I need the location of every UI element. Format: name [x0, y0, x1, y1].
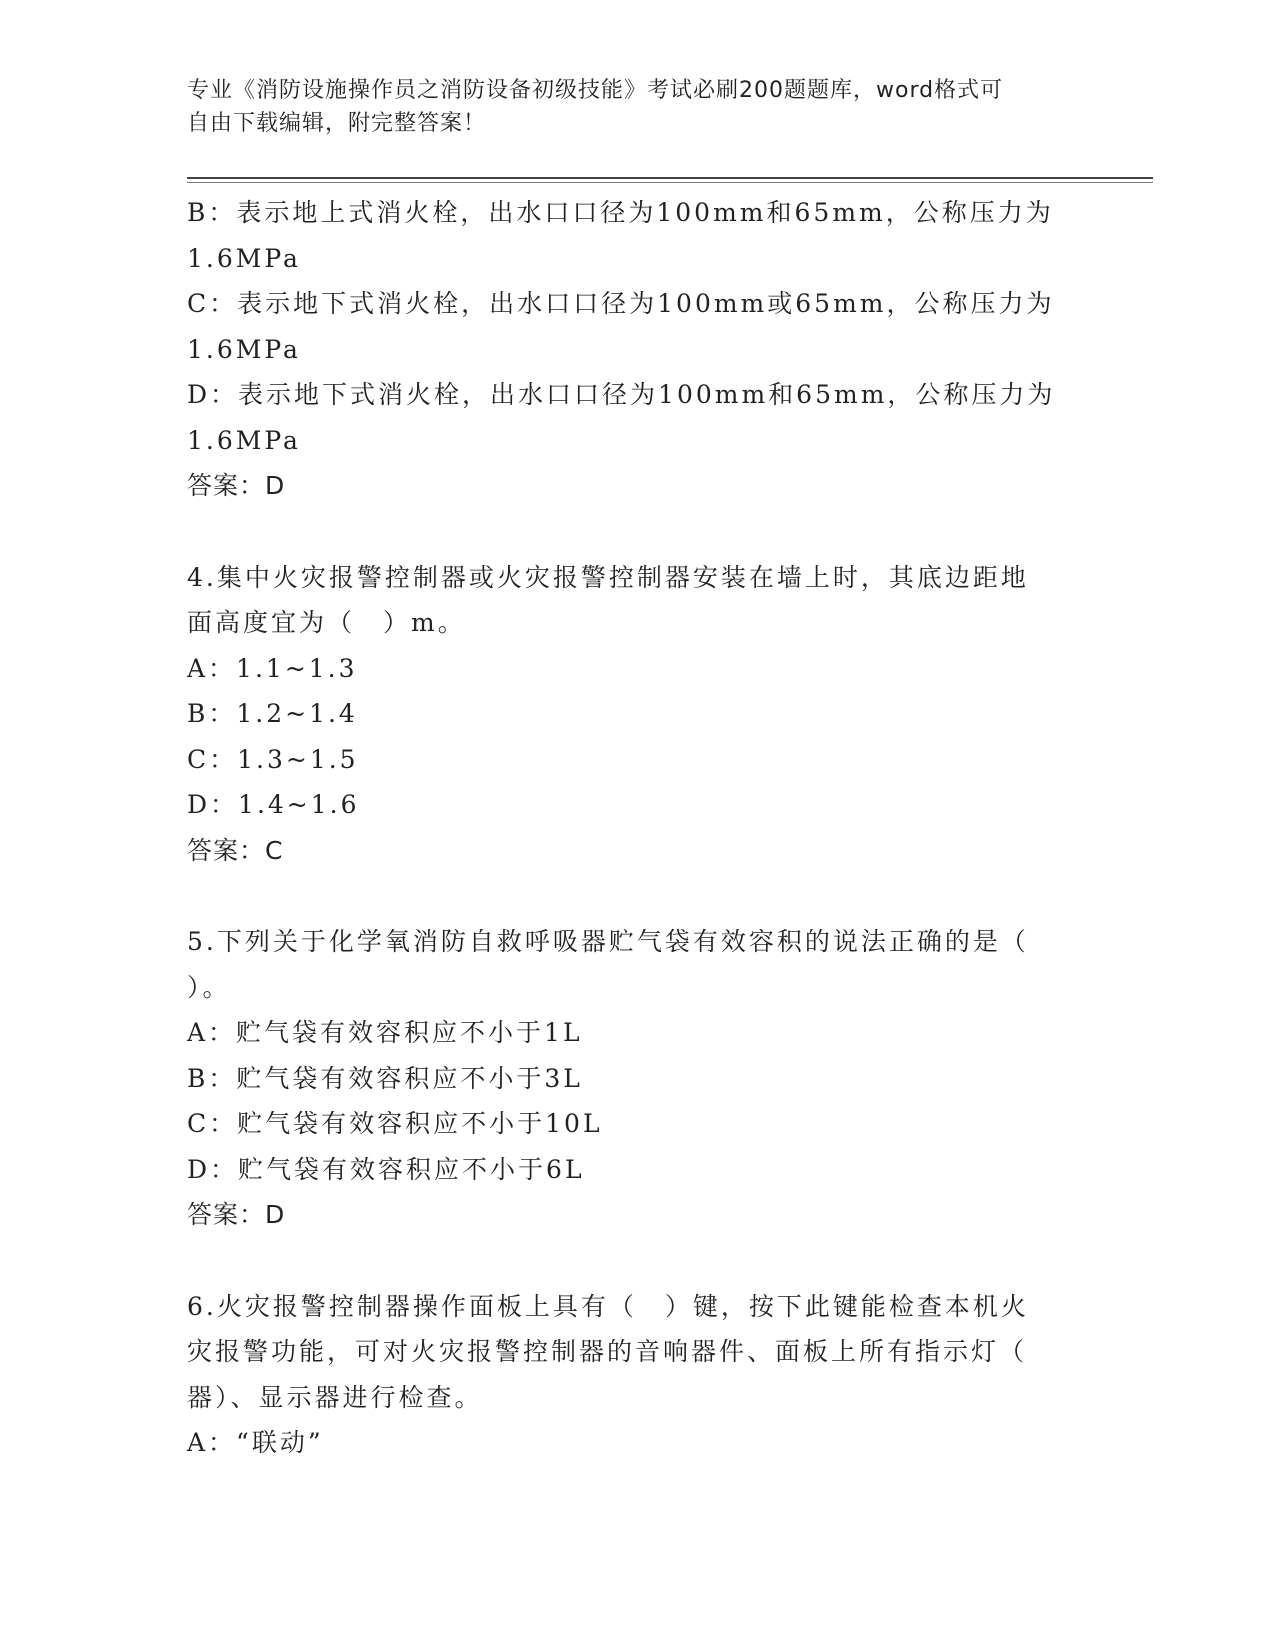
option-d-line-1: D：表示地下式消火栓，出水口口径为100mm和65mm，公称压力为	[187, 380, 1056, 409]
header-line-1: 专业《消防设施操作员之消防设备初级技能》考试必刷200题题库，word格式可	[187, 78, 1004, 103]
question-6-stem-line-3: 器）、显示器进行检查。	[187, 1382, 483, 1412]
option-c: C：1.3~1.5	[187, 744, 359, 774]
question-6	[187, 1284, 1067, 1466]
option-b: B：贮气袋有效容积应不小于3L	[187, 1063, 583, 1093]
option-c-line-2: 1.6MPa	[187, 334, 301, 364]
option-c: C：贮气袋有效容积应不小于10L	[187, 1109, 603, 1138]
option-d: D：1.4~1.6	[187, 790, 360, 819]
question-6-stem-line-1: 6.火灾报警控制器操作面板上具有（ ）键，按下此键能检查本机火	[187, 1291, 1029, 1321]
option-b-line-1: B：表示地上式消火栓，出水口口径为100mm和65mm，公称压力为	[187, 198, 1054, 227]
question-4	[187, 555, 1067, 874]
question-6-stem-line-2: 灾报警功能，可对火灾报警控制器的音响器件、面板上所有指示灯（	[187, 1337, 1028, 1366]
question-5-stem-line-2: ）。	[187, 972, 231, 1002]
question-5-stem-line-1: 5.下列关于化学氧消防自救呼吸器贮气袋有效容积的说法正确的是（	[187, 927, 1029, 956]
question-4-stem-line-1: 4.集中火灾报警控制器或火灾报警控制器安装在墙上时，其底边距地	[187, 562, 1029, 592]
option-d: D：贮气袋有效容积应不小于6L	[187, 1154, 585, 1184]
question-spacer	[187, 873, 1067, 919]
answer-q4: 答案：C	[187, 835, 284, 865]
option-d-line-2: 1.6MPa	[187, 425, 301, 455]
header-line-2: 自由下载编辑，附完整答案！	[187, 111, 487, 136]
question-4-stem-line-2: 面高度宜为（ ）m。	[187, 608, 466, 637]
header-divider-thin	[187, 182, 1153, 183]
header-divider-thick	[187, 177, 1153, 179]
option-a: A：贮气袋有效容积应不小于1L	[187, 1018, 583, 1047]
question-spacer	[187, 509, 1067, 555]
option-c-line-1: C：表示地下式消火栓，出水口口径为100mm或65mm，公称压力为	[187, 289, 1055, 318]
document-header	[187, 74, 1067, 140]
option-a: A：1.1~1.3	[187, 653, 358, 683]
option-b-line-2: 1.6MPa	[187, 243, 301, 273]
option-b: B：1.2~1.4	[187, 699, 358, 728]
question-3-partial	[187, 190, 1067, 509]
question-5	[187, 919, 1067, 1238]
answer-q5: 答案：D	[187, 1200, 286, 1229]
question-spacer	[187, 1238, 1067, 1284]
answer-q3: 答案：D	[187, 471, 286, 500]
question-list	[187, 190, 1067, 1466]
option-a: A：“联动”	[187, 1428, 324, 1457]
